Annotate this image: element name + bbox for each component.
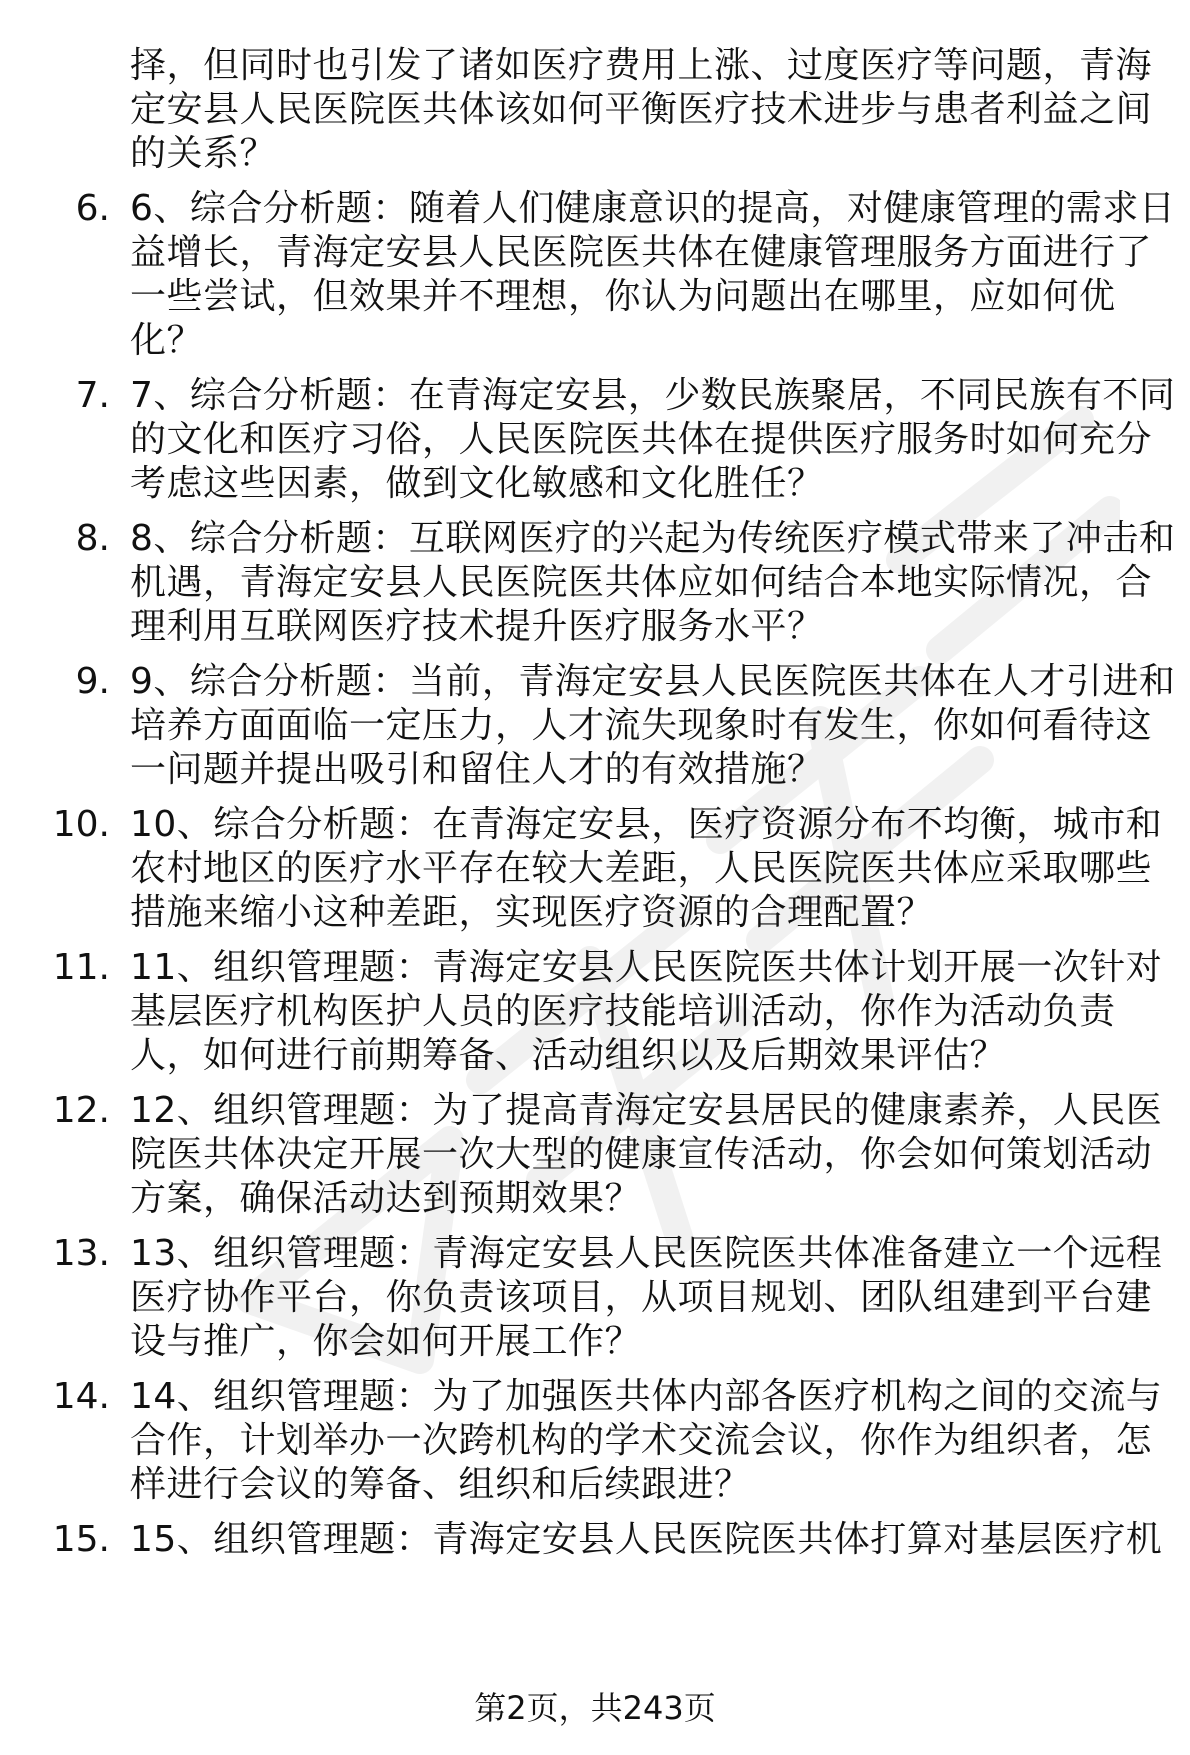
text-line: 机遇，青海定安县人民医院医共体应如何结合本地实际情况，合	[130, 562, 1153, 603]
question-number: 12.	[52, 1090, 110, 1131]
text-line: 的关系？	[130, 133, 277, 174]
text-line: 农村地区的医疗水平存在较大差距，人民医院医共体应采取哪些	[130, 848, 1153, 889]
text-line: 10、综合分析题：在青海定安县，医疗资源分布不均衡，城市和	[130, 804, 1163, 845]
text-line: 基层医疗机构医护人员的医疗技能培训活动，你作为活动负责	[130, 991, 1116, 1032]
question-number: 13.	[52, 1233, 110, 1274]
text-line: 院医共体决定开展一次大型的健康宣传活动，你会如何策划活动	[130, 1134, 1153, 1175]
question-number: 9.	[75, 661, 110, 702]
text-line: 措施来缩小这种差距，实现医疗资源的合理配置？	[130, 892, 934, 933]
question-number: 11.	[52, 947, 110, 988]
text-line: 8、综合分析题：互联网医疗的兴起为传统医疗模式带来了冲击和	[130, 518, 1176, 559]
text-line: 11、组织管理题：青海定安县人民医院医共体计划开展一次针对	[130, 947, 1163, 988]
text-line: 医疗协作平台，你负责该项目，从项目规划、团队组建到平台建	[130, 1277, 1153, 1318]
text-line: 合作，计划举办一次跨机构的学术交流会议，你作为组织者，怎	[130, 1420, 1153, 1461]
text-line: 一问题并提出吸引和留住人才的有效措施？	[130, 749, 824, 790]
text-line: 的文化和医疗习俗，人民医院医共体在提供医疗服务时如何充分	[130, 419, 1153, 460]
text-line: 益增长，青海定安县人民医院医共体在健康管理服务方面进行了	[130, 232, 1153, 273]
text-line: 培养方面面临一定压力，人才流失现象时有发生，你如何看待这	[130, 705, 1153, 746]
question-number: 14.	[52, 1376, 110, 1417]
text-line: 定安县人民医院医共体该如何平衡医疗技术进步与患者利益之间	[130, 89, 1153, 130]
text-line: 择，但同时也引发了诸如医疗费用上涨、过度医疗等问题，青海	[130, 45, 1153, 86]
text-line: 9、综合分析题：当前，青海定安县人民医院医共体在人才引进和	[130, 661, 1176, 702]
text-line: 人，如何进行前期筹备、活动组织以及后期效果评估？	[130, 1035, 1007, 1076]
text-line: 化？	[130, 320, 204, 361]
text-line: 考虑这些因素，做到文化敏感和文化胜任？	[130, 463, 824, 504]
text-line: 12、组织管理题：为了提高青海定安县居民的健康素养，人民医	[130, 1090, 1163, 1131]
page-footer: 第2页，共243页	[474, 1689, 716, 1727]
text-line: 设与推广，你会如何开展工作？	[130, 1321, 642, 1362]
text-line: 理利用互联网医疗技术提升医疗服务水平？	[130, 606, 824, 647]
question-number: 7.	[75, 375, 110, 416]
text-line: 7、综合分析题：在青海定安县，少数民族聚居，不同民族有不同	[130, 375, 1176, 416]
text-line: 6、综合分析题：随着人们健康意识的提高，对健康管理的需求日	[130, 188, 1176, 229]
question-number: 15.	[52, 1519, 110, 1560]
question-number: 6.	[75, 188, 110, 229]
text-line: 13、组织管理题：青海定安县人民医院医共体准备建立一个远程	[130, 1233, 1163, 1274]
text-line: 15、组织管理题：青海定安县人民医院医共体打算对基层医疗机	[130, 1519, 1163, 1560]
text-line: 一些尝试，但效果并不理想，你认为问题出在哪里，应如何优	[130, 276, 1116, 317]
text-line: 样进行会议的筹备、组织和后续跟进？	[130, 1464, 751, 1505]
text-line: 方案，确保活动达到预期效果？	[130, 1178, 642, 1219]
question-number: 10.	[52, 804, 110, 845]
question-number: 8.	[75, 518, 110, 559]
text-line: 14、组织管理题：为了加强医共体内部各医疗机构之间的交流与	[130, 1376, 1163, 1417]
